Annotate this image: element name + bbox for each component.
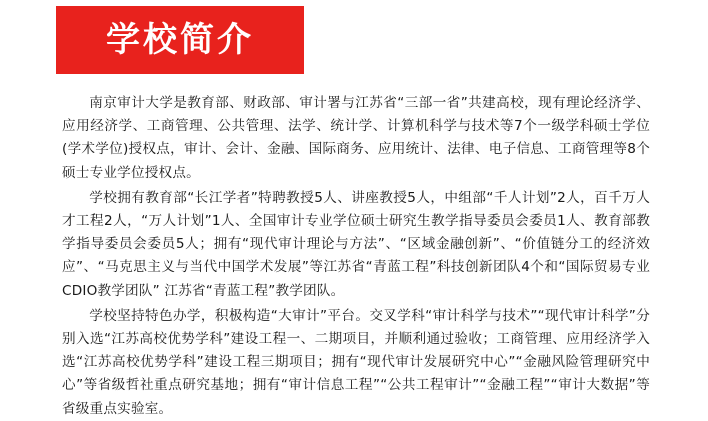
paragraph-3: 学校坚持特色办学，积极构造“大审计”平台。交叉学科“审计科学与技术”“现代审计科学”分别入选“江苏高校优势学科”建设工程一、二期项目，并顺利通过验收；工商管理、应用经济学入选“江苏高校优势学科”建设工程三期项目；拥有“现代审计发展研究中心”“金融风险管理研究中心”等省级哲社重点研究基地；拥有“审计信息工程”“公共工程审计”“金融工程”“审计大数据”等省级重点实验室。 — [62, 307, 650, 417]
page-title-banner — [56, 6, 304, 74]
body-content — [62, 92, 650, 421]
paragraph-2: 学校拥有教育部“长江学者”特聘教授5人、讲座教授5人，中组部“千人计划”2人，百千万人才工程2人，“万人计划”1人、全国审计专业学位硕士研究生教学指导委员会委员1人、教育部教学指导委员会委员5人；拥有“现代审计理论与方法”、“区域金融创新”、“价值链分工的经济效应”、“马克思主义与当代中国学术发展”等江苏省“青蓝工程”科技创新团队4个和“国际贸易专业CDIO教学团队” 江苏省“青蓝工程”教学团队。 — [62, 189, 650, 299]
paragraph-1: 南京审计大学是教育部、财政部、审计署与江苏省“三部一省”共建高校，现有理论经济学、应用经济学、工商管理、公共管理、法学、统计学、计算机科学与技术等7个一级学科硕士学位(学术学位)授权点，审计、会计、金融、国际商务、应用统计、法律、电子信息、工商管理等8个硕士专业学位授权点。 — [62, 95, 650, 181]
page-title: 学校简介 — [106, 20, 254, 60]
header-band — [0, 0, 708, 78]
